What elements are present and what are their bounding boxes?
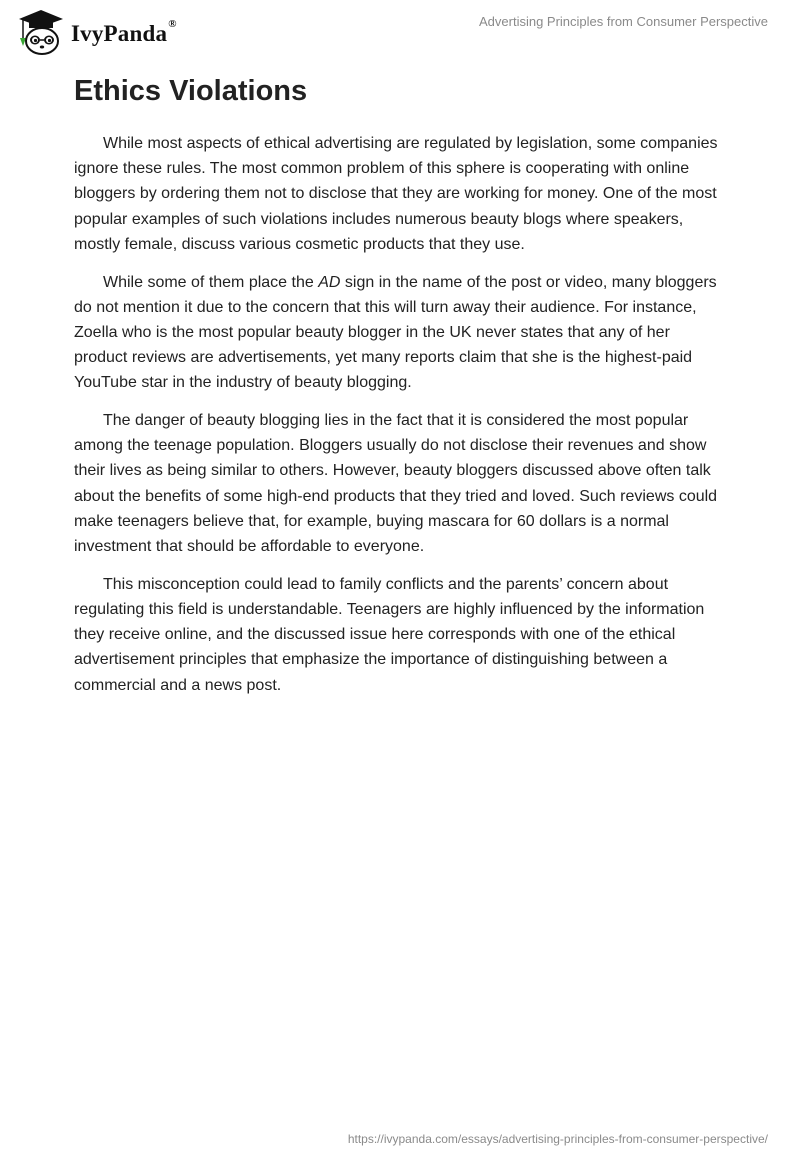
running-title: Advertising Principles from Consumer Perspective — [479, 14, 768, 29]
source-url-link[interactable]: https://ivypanda.com/essays/advertising-principles-from-consumer-perspective/ — [347, 1132, 768, 1146]
paragraph-3: The danger of beauty blogging lies in the fact that it is considered the most popular among the teenage population. Bloggers usually do not disclose their revenues and show their lives as being similar to others. However, beauty bloggers discussed above often talk about the benefits of some high-end products that they tried and loved. Such reviews could make teenagers believe that, for example, buying mascara for 60 dollars is a normal investment that should be affordable to everyone. — [74, 412, 718, 556]
ad-emphasis: AD — [318, 273, 341, 291]
paragraph-4: This misconception could lead to family conflicts and the parents’ concern about regulating this field is understandable. Teenagers are highly influenced by the information they receive online, and the discussed issue here corresponds with one of the ethical advertisement principles that emphasize the importance of distinguishing between a commercial and a news post. — [74, 575, 705, 694]
ivypanda-logo[interactable] — [16, 8, 177, 56]
brand-name: IvyPanda® — [71, 17, 177, 46]
panda-graduate-icon — [16, 8, 66, 56]
article-body — [74, 72, 724, 710]
paragraph-1: While most aspects of ethical advertising are regulated by legislation, some companies ignore these rules. The most common problem of this sphere is cooperating with online bloggers by ordering them not to disclose that they are working for money. One of the most popular examples of such violations includes numerous beauty blogs where speakers, mostly female, discuss various cosmetic products that they use. — [74, 135, 718, 253]
page-header — [0, 0, 800, 60]
registered-mark: ® — [168, 17, 177, 30]
section-heading: Ethics Violations — [74, 75, 308, 107]
paragraph-2: While some of them place the AD sign in the name of the post or video, many bloggers do not mention it due to the concern that this will turn away their audience. For instance, Zoella who is the most popular beauty blogger in the UK never states that any of her product reviews are advertisements, yet many reports claim that she is the highest-paid YouTube star in the industry of beauty blogging. — [74, 273, 717, 392]
